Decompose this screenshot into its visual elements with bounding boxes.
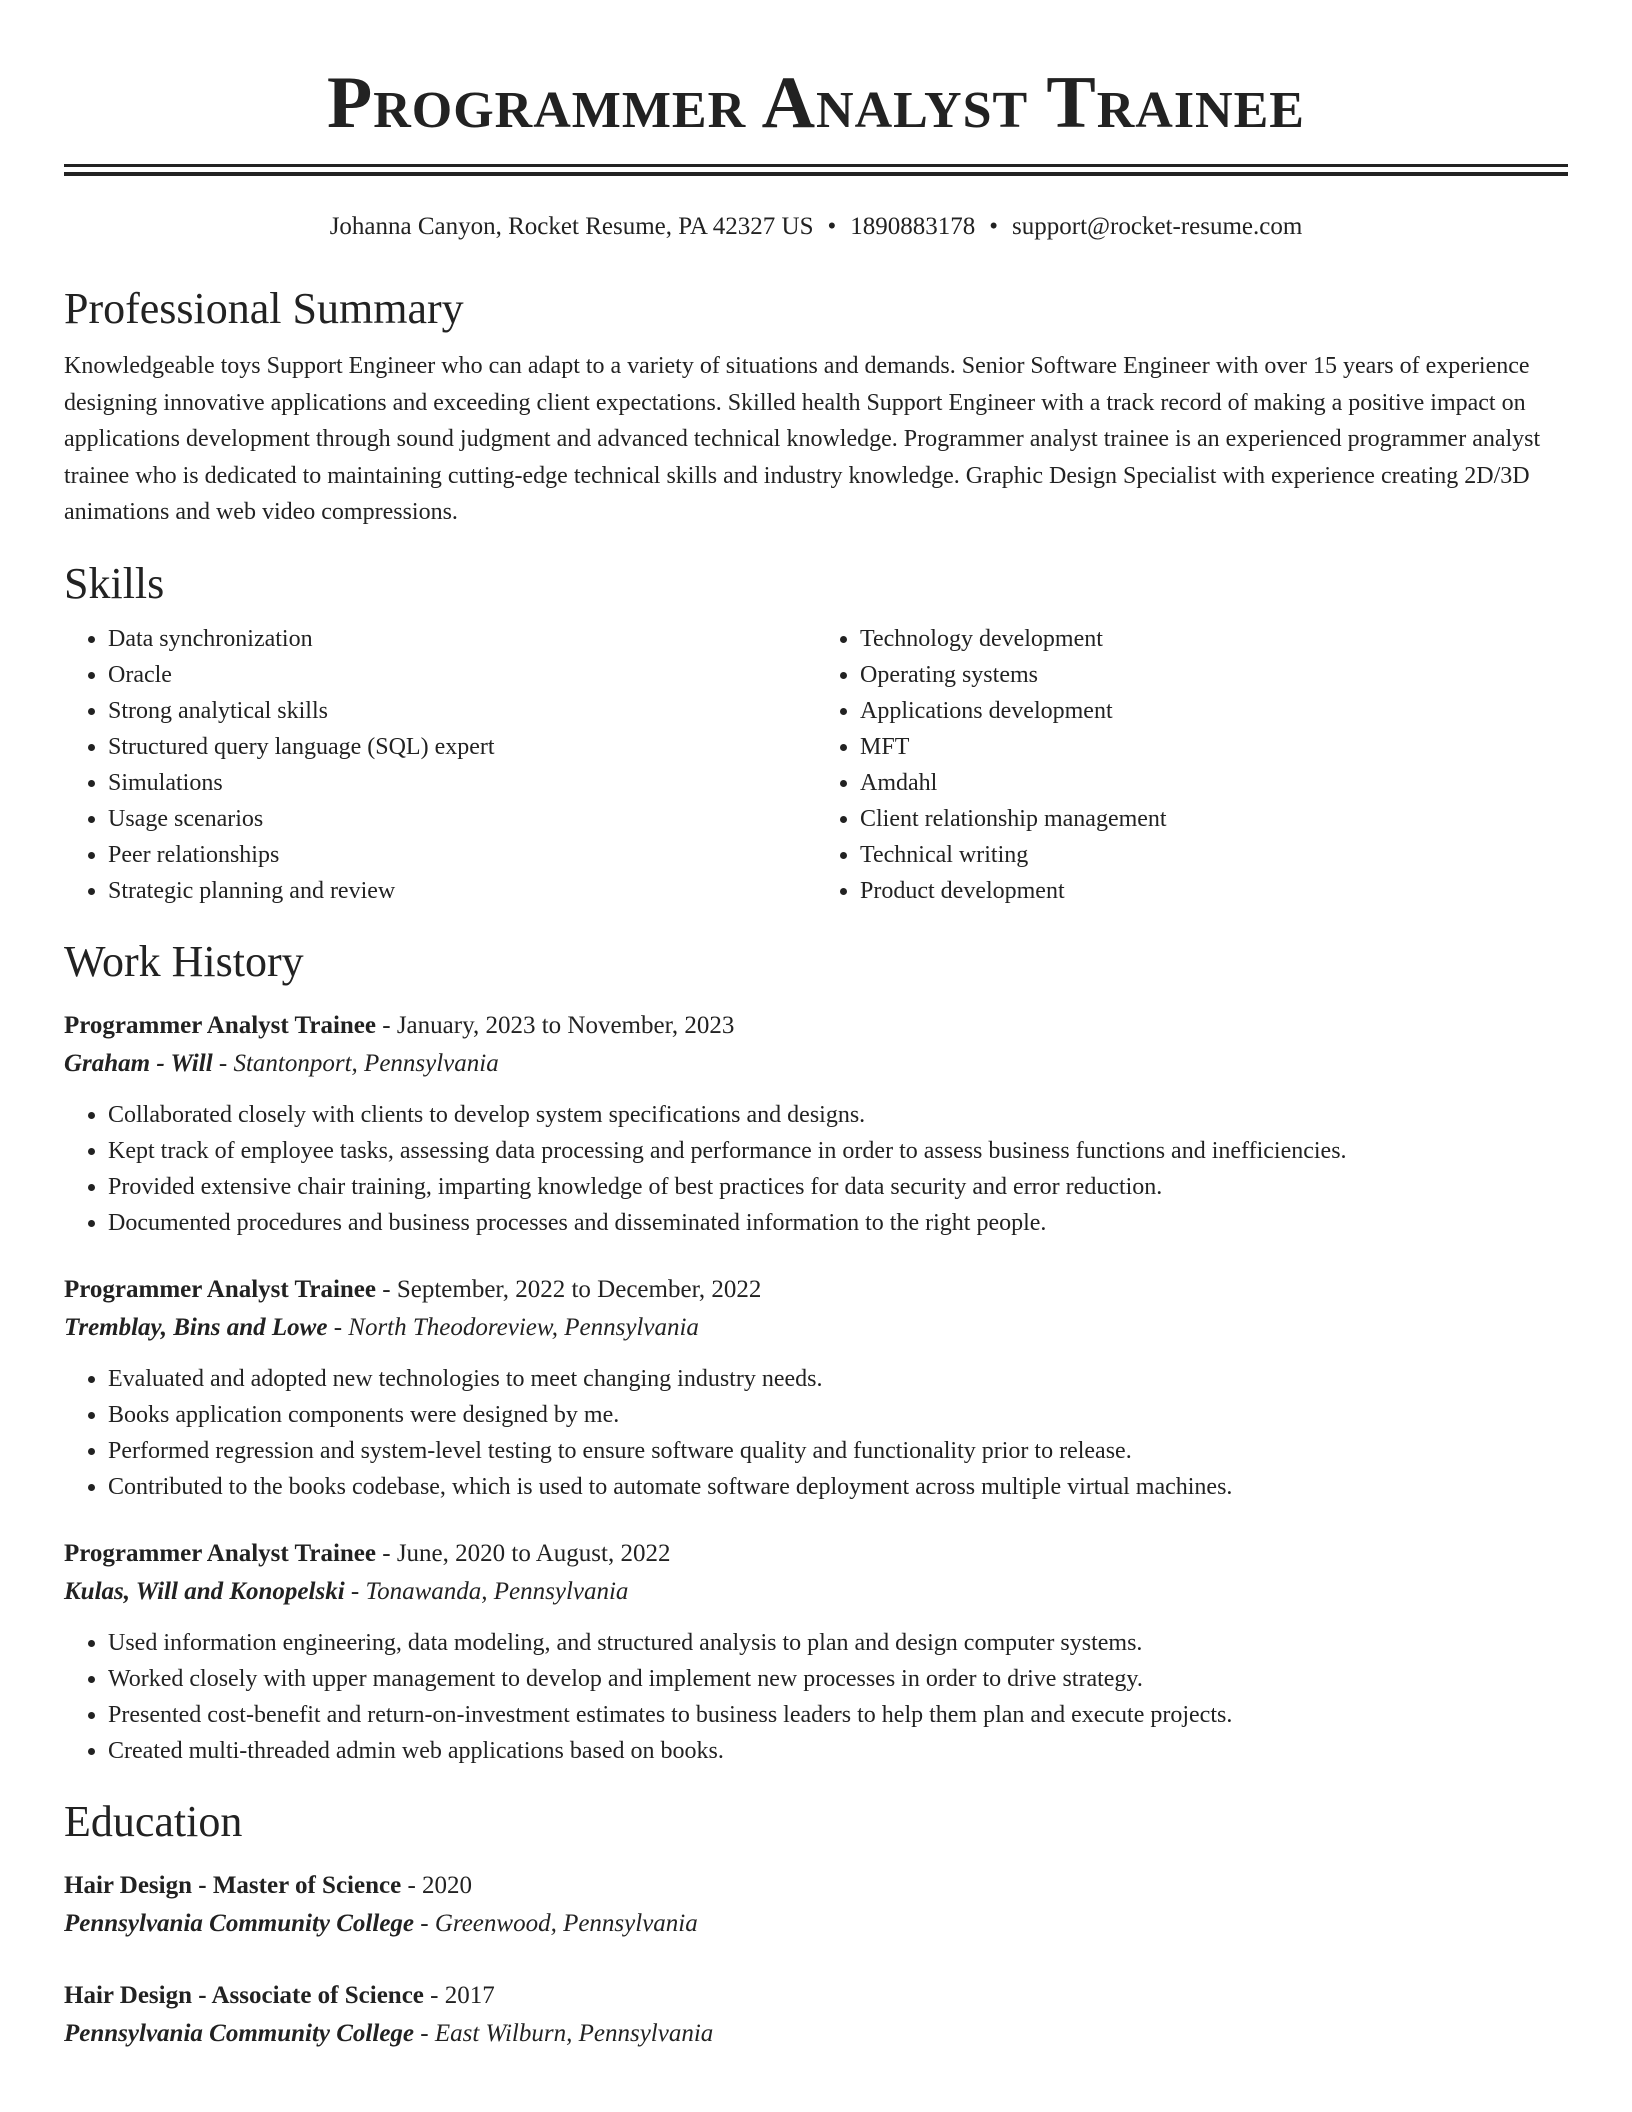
job-entry (64, 1535, 1568, 1769)
job-company: Kulas, Will and Konopelski (64, 1577, 345, 1605)
skill-item: • Product development (860, 873, 1568, 909)
contact-separator: • (827, 213, 837, 240)
summary-text: Knowledgeable toys Support Engineer who can adapt to a variety of situations and demands. Senior Software Engineer with over 15 years of experience designing innovative applications and exceeding client expectations. Skilled health Support Engineer with a track record of making a positive impact on applications development through sound judgment and advanced technical knowledge. Programmer analyst trainee is an experienced programmer analyst trainee who is dedicated to maintaining cutting-edge technical skills and industry knowledge. Graphic Design Specialist with experience creating 2D/3D animations and web video compressions. (64, 353, 1541, 525)
job-bullet: • Contributed to the books codebase, which is used to automate software deployment across multiple virtual machines. (108, 1469, 1568, 1505)
skill-item: • Oracle (108, 657, 816, 693)
job-bullet: • Documented procedures and business processes and disseminated information to the right people. (108, 1205, 1568, 1241)
resume-title: Programmer Analyst Trainee (327, 62, 1305, 144)
job-location: - North Theodoreview, Pennsylvania (333, 1313, 699, 1341)
education-entry (64, 1867, 1568, 1943)
job-entry (64, 1007, 1568, 1241)
education-location: - East Wilburn, Pennsylvania (420, 2019, 714, 2047)
job-bullets (64, 1097, 1568, 1241)
education-heading: Education (64, 1796, 243, 1846)
job-bullet: • Used information engineering, data modeling, and structured analysis to plan and design computer systems. (108, 1625, 1568, 1661)
job-bullets (64, 1361, 1568, 1505)
job-header (64, 1535, 1568, 1573)
skill-item: • Amdahl (860, 765, 1568, 801)
education-entry (64, 1977, 1568, 2053)
contact-address: Johanna Canyon, Rocket Resume, PA 42327 US (329, 213, 814, 240)
job-company: Tremblay, Bins and Lowe (64, 1313, 328, 1341)
job-header (64, 1007, 1568, 1045)
education-school: Pennsylvania Community College (64, 2019, 415, 2047)
skill-item: • Structured query language (SQL) expert (108, 729, 816, 765)
skill-item: • Data synchronization (108, 621, 816, 657)
work-history-heading: Work History (64, 936, 304, 986)
skills-list (64, 621, 1568, 909)
job-dates: - January, 2023 to November, 2023 (382, 1011, 735, 1039)
job-bullets (64, 1625, 1568, 1769)
job-bullet: • Collaborated closely with clients to develop system specifications and designs. (108, 1097, 1568, 1133)
education-header (64, 1977, 1568, 2015)
skills-column-right (816, 621, 1568, 909)
job-bullet: • Presented cost-benefit and return-on-investment estimates to business leaders to help them plan and execute projects. (108, 1697, 1568, 1733)
education-location: - Greenwood, Pennsylvania (420, 1909, 698, 1937)
title-divider (64, 164, 1568, 176)
skill-item: • Strategic planning and review (108, 873, 816, 909)
skill-item: • Simulations (108, 765, 816, 801)
skills-column-left (64, 621, 816, 909)
job-bullet: • Performed regression and system-level testing to ensure software quality and functionality prior to release. (108, 1433, 1568, 1469)
job-location: - Tonawanda, Pennsylvania (350, 1577, 629, 1605)
job-employer (64, 1309, 1568, 1347)
education-school: Pennsylvania Community College (64, 1909, 415, 1937)
job-company: Graham - Will (64, 1049, 213, 1077)
education-year: - 2017 (430, 1981, 495, 2009)
skill-item: • Applications development (860, 693, 1568, 729)
skill-item: • Technology development (860, 621, 1568, 657)
job-role: Programmer Analyst Trainee (64, 1539, 376, 1567)
contact-phone: 1890883178 (850, 213, 976, 240)
job-bullet: • Evaluated and adopted new technologies to meet changing industry needs. (108, 1361, 1568, 1397)
contact-separator: • (989, 213, 999, 240)
job-bullet: • Kept track of employee tasks, assessing data processing and performance in order to assess business functions and inefficiencies. (108, 1133, 1568, 1169)
skill-item: • Strong analytical skills (108, 693, 816, 729)
job-header (64, 1271, 1568, 1309)
job-dates: - September, 2022 to December, 2022 (382, 1275, 762, 1303)
skill-item: • Operating systems (860, 657, 1568, 693)
job-location: - Stantonport, Pennsylvania (218, 1049, 499, 1077)
job-bullet: • Created multi-threaded admin web applications based on books. (108, 1733, 1568, 1769)
job-employer (64, 1045, 1568, 1083)
skill-item: • Technical writing (860, 837, 1568, 873)
education-degree: Hair Design - Master of Science (64, 1871, 402, 1899)
job-employer (64, 1573, 1568, 1611)
skill-item: • Client relationship management (860, 801, 1568, 837)
summary-heading: Professional Summary (64, 284, 464, 333)
job-bullet: • Provided extensive chair training, imparting knowledge of best practices for data security and error reduction. (108, 1169, 1568, 1205)
job-bullet: • Worked closely with upper management to develop and implement new processes in order to drive strategy. (108, 1661, 1568, 1697)
education-header (64, 1867, 1568, 1905)
skill-item: • Usage scenarios (108, 801, 816, 837)
job-dates: - June, 2020 to August, 2022 (382, 1539, 671, 1567)
skills-heading: Skills (64, 558, 165, 608)
skill-item: • Peer relationships (108, 837, 816, 873)
skill-item: • MFT (860, 729, 1568, 765)
job-bullet: • Books application components were designed by me. (108, 1397, 1568, 1433)
job-entry (64, 1271, 1568, 1505)
contact-line (64, 212, 1568, 242)
job-role: Programmer Analyst Trainee (64, 1275, 376, 1303)
education-degree: Hair Design - Associate of Science (64, 1981, 424, 2009)
contact-email: support@rocket-resume.com (1012, 213, 1303, 240)
job-role: Programmer Analyst Trainee (64, 1011, 376, 1039)
education-school-line (64, 2015, 1568, 2053)
education-school-line (64, 1905, 1568, 1943)
education-year: - 2020 (407, 1871, 473, 1899)
